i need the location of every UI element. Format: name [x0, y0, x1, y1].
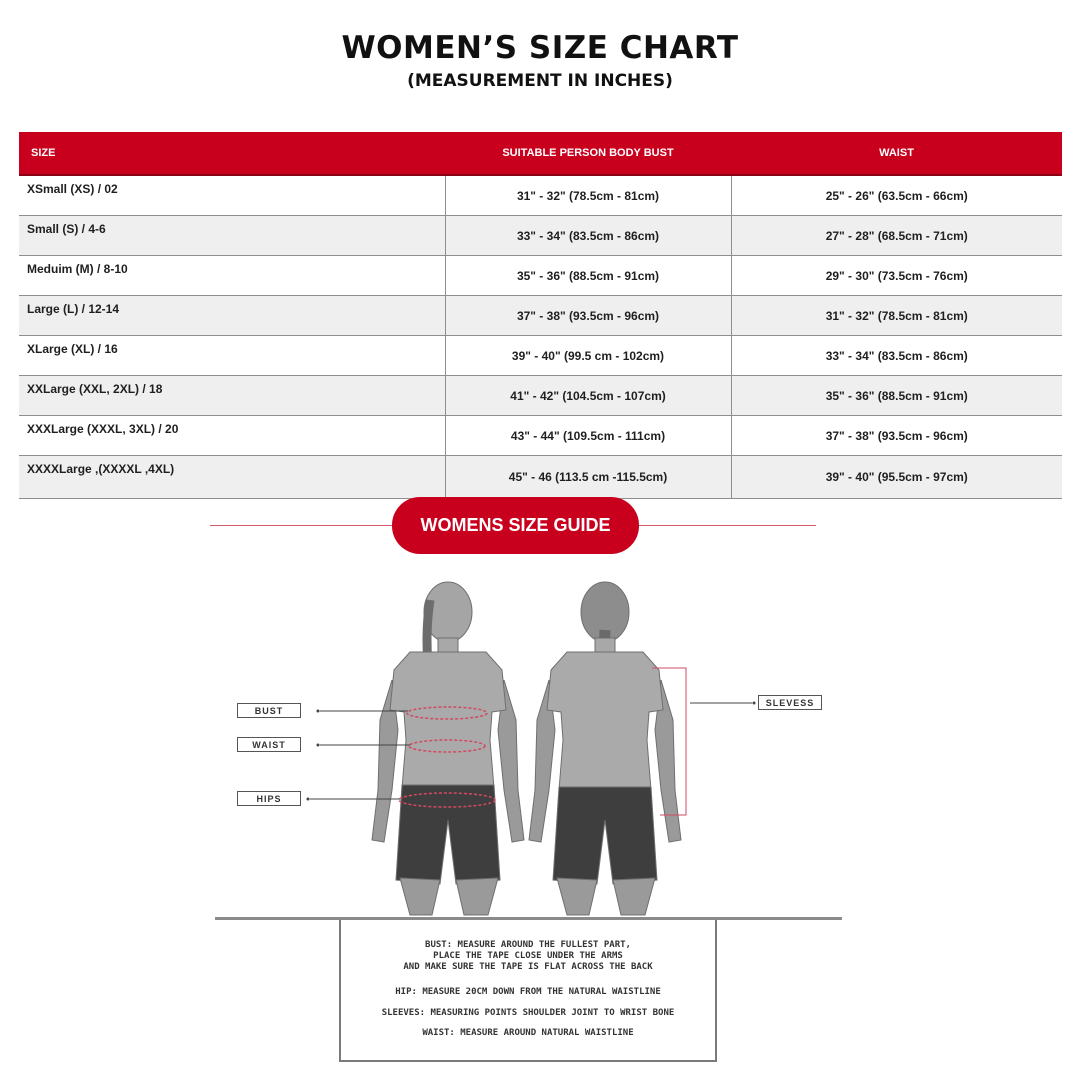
- size-cell: XSmall (XS) / 02: [19, 175, 445, 216]
- guide-divider-right: [636, 525, 816, 526]
- table-row: [19, 416, 1062, 456]
- waist-cell: 33" - 34" (83.5cm - 86cm): [731, 336, 1062, 376]
- size-guide-badge: WOMENS SIZE GUIDE: [392, 497, 639, 554]
- bust-instruction-line-1: BUST: MEASURE AROUND THE FULLEST PART,: [425, 940, 631, 950]
- body-figures-illustration: [0, 560, 1080, 920]
- sleeves-callout: SLEVESS: [758, 695, 822, 710]
- waist-callout: WAIST: [237, 737, 301, 752]
- hips-callout: HIPS: [237, 791, 301, 806]
- front-figure: [372, 582, 524, 915]
- bust-cell: 37" - 38" (93.5cm - 96cm): [445, 296, 731, 336]
- page-subtitle: (MEASUREMENT IN INCHES): [407, 71, 673, 91]
- bust-instruction-line-2: PLACE THE TAPE CLOSE UNDER THE ARMS: [433, 951, 623, 961]
- waist-cell: 39" - 40" (95.5cm - 97cm): [731, 456, 1062, 499]
- table-row: [19, 376, 1062, 416]
- bust-callout: BUST: [237, 703, 301, 718]
- size-cell: XXXXLarge ,(XXXXL ,4XL): [19, 456, 445, 499]
- size-cell: XLarge (XL) / 16: [19, 336, 445, 376]
- table-row: [19, 296, 1062, 336]
- table-row: [19, 175, 1062, 216]
- back-figure: [529, 582, 686, 915]
- guide-divider-left: [210, 525, 395, 526]
- column-header-bust: SUITABLE PERSON BODY BUST: [445, 132, 731, 175]
- bust-instruction-line-3: AND MAKE SURE THE TAPE IS FLAT ACROSS THE BACK: [403, 962, 653, 972]
- table-row: [19, 216, 1062, 256]
- waist-cell: 31" - 32" (78.5cm - 81cm): [731, 296, 1062, 336]
- bust-cell: 33" - 34" (83.5cm - 86cm): [445, 216, 731, 256]
- size-cell: XXXLarge (XXXL, 3XL) / 20: [19, 416, 445, 456]
- waist-cell: 25" - 26" (63.5cm - 66cm): [731, 175, 1062, 216]
- bust-cell: 41" - 42" (104.5cm - 107cm): [445, 376, 731, 416]
- waist-cell: 37" - 38" (93.5cm - 96cm): [731, 416, 1062, 456]
- waist-cell: 29" - 30" (73.5cm - 76cm): [731, 256, 1062, 296]
- table-row: [19, 456, 1062, 499]
- size-cell: Meduim (M) / 8-10: [19, 256, 445, 296]
- table-row: [19, 256, 1062, 296]
- waist-cell: 27" - 28" (68.5cm - 71cm): [731, 216, 1062, 256]
- waist-instruction: WAIST: MEASURE AROUND NATURAL WAISTLINE: [422, 1028, 634, 1038]
- column-header-size: SIZE: [19, 132, 445, 175]
- size-cell: Large (L) / 12-14: [19, 296, 445, 336]
- waist-cell: 35" - 36" (88.5cm - 91cm): [731, 376, 1062, 416]
- page-title: WOMEN’S SIZE CHART: [341, 30, 739, 66]
- measurement-instructions: [339, 920, 717, 1062]
- bust-cell: 31" - 32" (78.5cm - 81cm): [445, 175, 731, 216]
- table-row: [19, 336, 1062, 376]
- bust-cell: 45" - 46 (113.5 cm -115.5cm): [445, 456, 731, 499]
- size-cell: Small (S) / 4-6: [19, 216, 445, 256]
- bust-cell: 35" - 36" (88.5cm - 91cm): [445, 256, 731, 296]
- bust-cell: 43" - 44" (109.5cm - 111cm): [445, 416, 731, 456]
- size-table: [19, 132, 1062, 499]
- column-header-waist: WAIST: [731, 132, 1062, 175]
- size-cell: XXLarge (XXL, 2XL) / 18: [19, 376, 445, 416]
- bust-cell: 39" - 40" (99.5 cm - 102cm): [445, 336, 731, 376]
- hip-instruction: HIP: MEASURE 20CM DOWN FROM THE NATURAL WAISTLINE: [395, 987, 661, 997]
- table-header-row: [19, 132, 1062, 175]
- sleeves-instruction: SLEEVES: MEASURING POINTS SHOULDER JOINT TO WRIST BONE: [381, 1008, 675, 1018]
